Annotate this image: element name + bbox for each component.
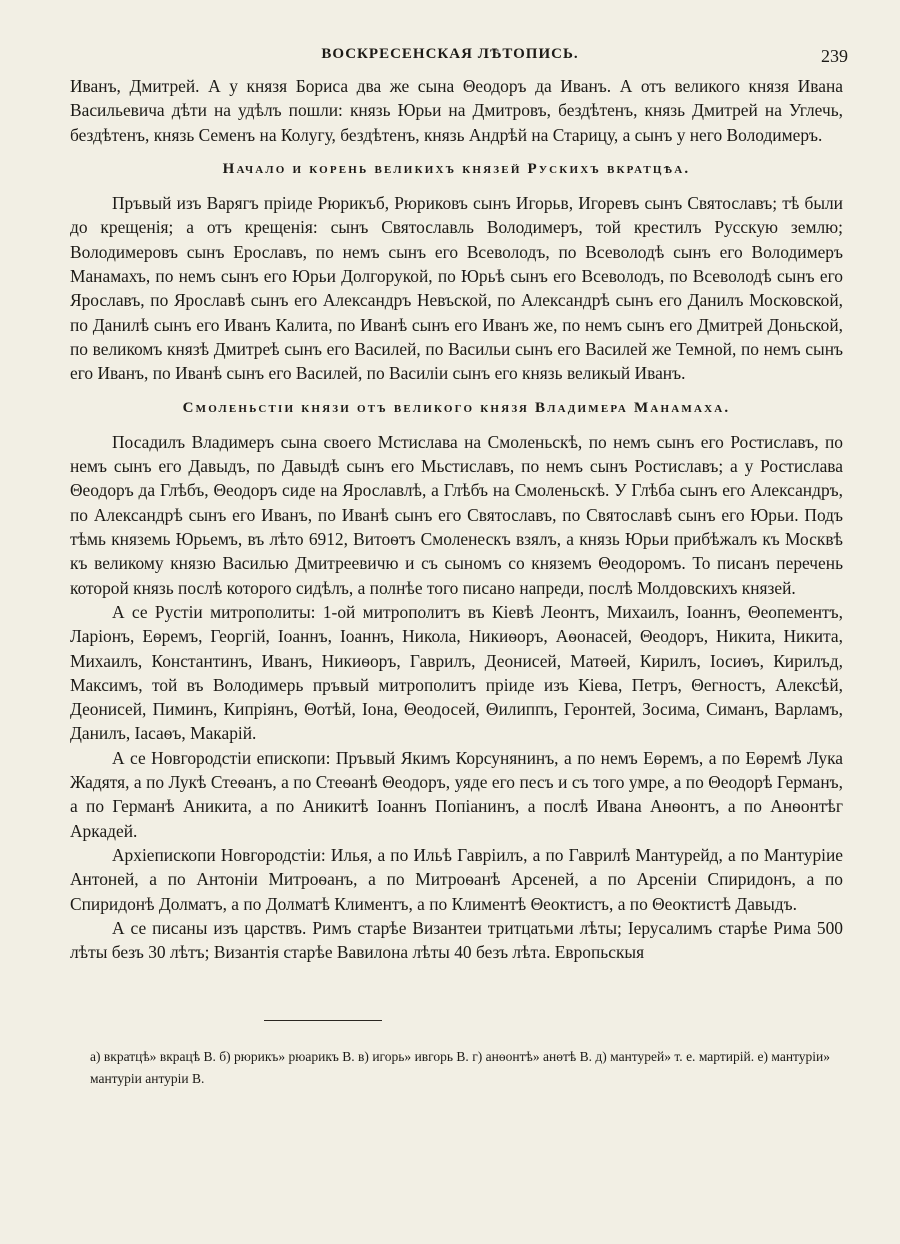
footnote-divider [264, 1020, 382, 1021]
opening-paragraph: Иванъ, Дмитрей. А у князя Бориса два же сына Θеодоръ да Иванъ. А отъ великого князя Ивана Васильевича дѣти на удѣлъ пошли: князь Юрьи на Дмитровъ, бездѣтенъ, князь Дмитрей на Углечь, бездѣтенъ, князь Семенъ на Колугу, бездѣтенъ, князь Андрѣй на Старицу, а сынъ у него Володимеръ. [70, 76, 843, 145]
body-text [70, 74, 843, 964]
kingdoms-paragraph: А се писаны изъ царствъ. Римъ старѣе Византеи тритцатьми лѣты; Іерусалимъ старѣе Рима 500 лѣты безъ 30 лѣтъ; Византія старѣе Вавилона лѣты 40 безъ лѣта. Европьскыя [70, 917, 843, 963]
metropolitans-paragraph: А се Рустіи митрополиты: 1-ой митрополитъ въ Кіевѣ Леонтъ, Михаилъ, Іоаннъ, Θеопементъ, Ларіонъ, Еѳремъ, Георгій, Іоаннъ, Іоаннъ, Никола, Никиѳоръ, Аѳонасей, Θеодоръ, Никита, Никита, Михаилъ, Константинъ, Иванъ, Никиѳоръ, Гаврилъ, Деонисей, Матѳей, Кирилъ, Іосиѳъ, Кирилъд, Максимъ, той въ Володимерь пръвый митрополитъ пріиде изъ Кіева, Петръ, Θегностъ, Алексѣй, Деонисей, Пиминъ, Кипріянъ, Θотѣй, Іона, Θеодосей, Θилиппъ, Геронтей, Зосима, Симанъ, Варламъ, Данилъ, Іасаѳъ, Макарій. [70, 601, 843, 744]
novgorod-bishops-paragraph: А се Новгородстіи епископи: Пръвый Якимъ Корсунянинъ, а по немъ Еѳремъ, а по Еѳремѣ Лука Жадятя, а по Лукѣ Стеѳанъ, а по Стеѳанѣ Θеодоръ, уяде его песъ и съ того умре, а по Θеодорѣ Германъ, а по Германѣ Аникита, а по Аникитѣ Іоаннъ Попіанинъ, а послѣ Ивана Анѳонтъ, а по Анѳонтѣг Аркадей. [70, 747, 843, 841]
running-title: ВОСКРЕСЕНСКАЯ ЛѢТОПИСЬ. [321, 46, 579, 62]
grand-princes-paragraph: Пръвый изъ Варягъ пріиде Рюрикъб, Рюриковъ сынъ Игорьв, Игоревъ сынъ Святославъ; тѣ были до крещенія; а отъ крещенія: сынъ Святославль Володимеръ, той крестилъ Русскую землю; Володимеровъ сынъ Ерославъ, по немъ сынъ его Всеволодъ, по Всеволодѣ сынъ его Володимеръ Манамахъ, по немъ сынъ его Юрьи Долгорукой, по Юрьѣ сынъ его Всеволодъ, по Всеволодѣ сынъ его Ярославъ, по Ярославѣ сынъ его Александръ Невъской, по Александрѣ сынъ его Данилъ Московской, по Данилѣ сынъ его Иванъ Калита, по Иванѣ сынъ его Иванъ же, по немъ сынъ его Дмитрей Доньской, по великомъ князѣ Дмитреѣ сынъ его Василей, по Васильи сынъ его Василей же Темной, по немъ сынъ его Иванъ, по Иванѣ сынъ его Василей, по Василіи сынъ его князь великый Иванъ. [70, 193, 843, 384]
running-head [0, 46, 900, 70]
section-heading-smolensk-princes: Смоленьстіи князи отъ великого князя Владимера Манамаха. [182, 399, 731, 416]
smolensk-paragraph: Посадилъ Владимеръ сына своего Мстислава на Смоленьскѣ, по немъ сынъ его Ростиславъ, по немъ сынъ его Давыдъ, по Давыдѣ сынъ его Мьстиславъ, по немъ сынъ Ростиславъ; а у Ростислава Θеодоръ да Глѣбъ, Θеодоръ сиде на Ярославлѣ, а Глѣбъ на Смоленьскѣ. У Глѣба сынъ его Александръ, по Александрѣ сынъ его Иванъ, по Иванѣ сынъ его Святославъ, по Святославѣ сынъ его Юрьи. Подъ тѣмь княземь Юрьемъ, въ лѣто 6912, Витоѳтъ Смоленескъ взялъ, а князь Юрьи прибѣжалъ къ Москвѣ къ великому князю Василью Дмитреевичю и съ сыномъ со княземъ Θеодоромъ. То писанъ перечень которой князь послѣ которого сидѣлъ, а полнѣе того писано напреди, послѣ Молдовскихъ князей. [70, 431, 843, 598]
page-number: 239 [821, 46, 848, 66]
section-heading-grand-princes: Начало и корень великихъ князей Рускихъ вкратцѣа. [222, 160, 691, 177]
novgorod-archbishops-paragraph: Архіепископи Новгородстіи: Илья, а по Ильѣ Гавріилъ, а по Гаврилѣ Мантурейд, а по Мантуріие Антоней, а по Антоніи Митроѳанъ, а по Митроѳанѣ Арсеней, а по Арсеніи Спиридонъ, а по Спиридонѣ Долматъ, а по Долматѣ Климентъ, а по Климентѣ Θеоктистъ, а по Θеоктистѣ Давыдъ. [70, 844, 843, 914]
footnotes: а) вкратцѣ» вкрацѣ В. б) рюрикъ» рюарикъ В. в) игорь» ивгорь В. г) анѳонтѣ» анѳтѣ В. д) мантурей» т. е. мартирій. е) мантуріи» мантуріи антуріи В. [90, 1049, 830, 1086]
